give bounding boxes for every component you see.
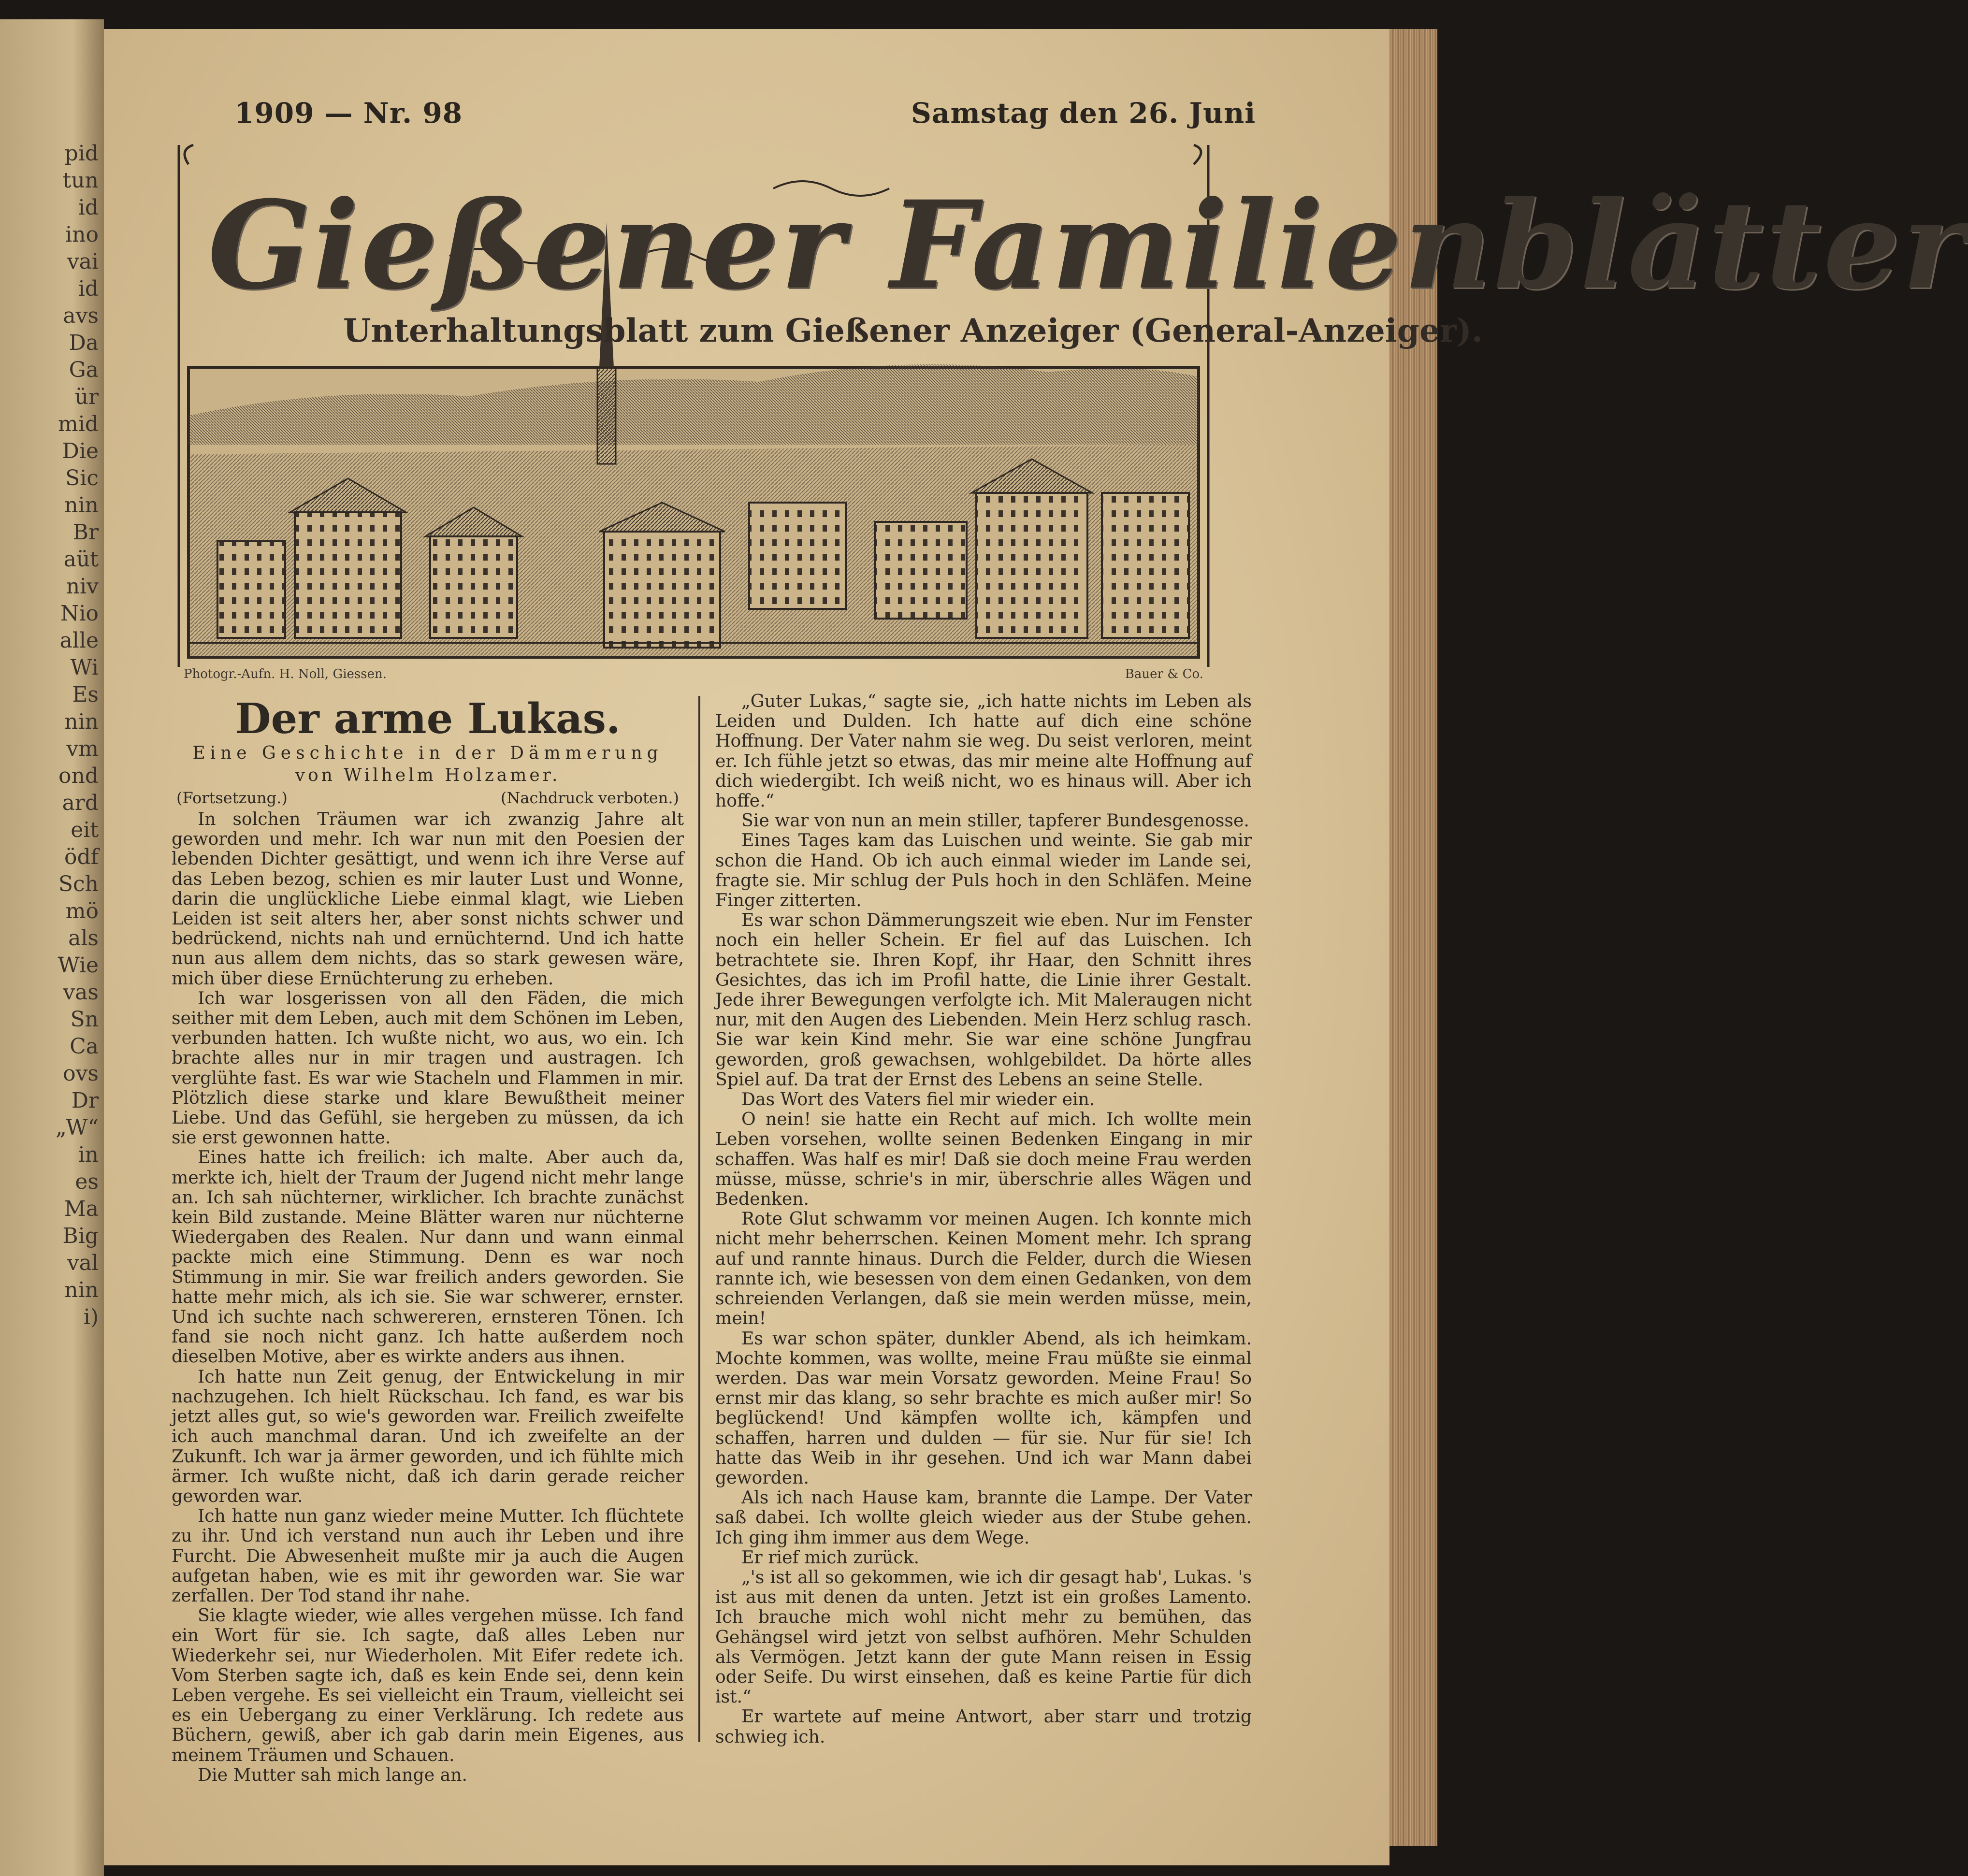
fragment-line: ür [74,385,99,409]
fragment-line: Dr [71,1088,99,1113]
paragraph: Sie war von nun an mein stiller, tapferer Bundesgenosse. [741,810,1249,831]
paragraph: In solchen Träumen war ich zwanzig Jahre alt geworden und mehr. Ich war nun mit den Poesien der lebenden Dichter gesättigt, und wenn ich ihre Verse auf das Leben bezog, schien es mir lauter Lust und Wonne, darin die unglückliche Liebe einmal klagt, wie Lieben Leiden ist seit alters her, aber sonst nichts schwer und bedrückend, nichts nah und ernüchternd. Und ich hatte nun aus allem dem nichts, das so stark gewesen wäre, mich über diese Ernüchterung zu erheben. [172,808,684,989]
fragment-line: avs [63,303,99,328]
fragment-line: vas [63,980,99,1005]
fragment-line: mö [65,899,99,924]
paragraph: Das Wort des Vaters fiel mir wieder ein. [741,1089,1095,1110]
fragment-line: aüt [63,547,99,572]
fragment-line: tun [62,168,99,193]
fragment-line: ödf [64,845,99,869]
story-subtitle: Eine Geschichte in der Dämmerung [192,743,663,763]
paragraph: Eines hatte ich freilich: ich malte. Aber auch da, merkte ich, hielt der Traum der Jugend nicht mehr lange an. Ich sah nüchterner, wirklicher. Ich brachte zunächst kein Bild zustande. Meine Blätter waren nur nüchterne Wiedergaben des Realen. Nur dann und wann einmal packte mich eine Stimmung. Denn es war noch Stimmung in mir. Sie war freilich anders geworden. Sie hatte mehr mich, als ich sie. Sie war schwerer, ernster. Und ich suchte nach schwereren, ernsteren Tönen. Ich fand sie noch nicht ganz. Ich hatte außerdem noch dieselben Motive, aber es wirkte anders aus ihnen. [172,1147,684,1367]
fragment-line: nin [64,709,99,734]
fragment-line: Wie [58,953,99,978]
story-notes [172,787,684,809]
fragment-line: id [78,195,99,220]
paragraph: Ich war losgerissen von all den Fäden, die mich seither mit dem Leben, auch mit dem Schönen im Leben, verbunden hatten. Ich wußte nicht, wo aus, wo ein. Ich brachte alles nur in mir tragen und austragen. Ich verglühte fast. Es war wie Stacheln und Flammen in mir. Plötzlich diese starke und klare Bewußtheit meiner Liebe. Und das Gefühl, sie hergeben zu müssen, da ich sie erst gewonnen hatte. [172,987,684,1148]
paragraph: Es war schon später, dunkler Abend, als ich heimkam. Mochte kommen, was wollte, meine Frau müßte sie einmal werden. Das war mein Vorsatz geworden. Meine Frau! So ernst mir das klang, so sehr brachte es mich außer mir! So beglückend! Und kämpfen wollte ich, kämpfen und schaffen, harren und dulden — für sie. Nur für sie! Ich hatte das Weib in ihr gesehen. Und ich war Mann dabei geworden. [715,1328,1252,1488]
fragment-line: ovs [63,1061,99,1086]
issue-number: 1909 — Nr. 98 [234,97,463,130]
story-text-right [715,691,1252,1746]
paragraph: Die Mutter sah mich lange an. [198,1764,468,1785]
facing-page [0,19,104,1876]
reprint-note: (Nachdruck verboten.) [500,789,679,807]
column-divider [698,696,700,1742]
fragment-line: Ca [70,1034,99,1059]
fragment-line: vai [67,249,99,274]
fragment-line: Da [69,331,99,355]
story-column-right [715,691,1252,1746]
fragment-line: ino [65,222,99,247]
fragment-line: Nio [60,601,99,626]
fragment-line: Sn [70,1007,99,1032]
paragraph: Er wartete auf meine Antwort, aber starr und trotzig schwieg ich. [715,1706,1252,1747]
fragment-line: „W“ [56,1115,99,1140]
facing-page-fragments [2,140,99,1331]
paragraph: Sie klagte wieder, wie alles vergehen müsse. Ich fand ein Wort für sie. Ich sagte, daß alles Leben nur Wiederkehr sei, nur Wiederholen. Mit Eifer redete ich. Vom Sterben sagte ich, daß es kein Ende sei, denn kein Leben vergehe. Es sei vielleicht ein Traum, vielleicht sei es ein Uebergang zu einer Verklärung. Ich redete aus Büchern, gewiß, aber ich gab darin mein Eigenes, aus meinem Träumen und Schauen. [172,1605,684,1765]
fragment-line: ard [62,791,99,815]
fragment-line: id [78,276,99,301]
fragment-line: val [67,1251,99,1275]
story-title: Der arme Lukas. [235,694,621,743]
fragment-line: es [75,1169,99,1194]
fragment-line: Wi [70,655,99,680]
masthead-subtitle: Unterhaltungsblatt zum Gießener Anzeiger (General-Anzeiger). [343,312,1483,349]
paragraph: Eines Tages kam das Luischen und weinte. Sie gab mir schon die Hand. Ob ich auch einmal wieder im Lande sei, fragte sie. Mir schlug der Puls hoch in den Schläfen. Meine Finger zitterten. [715,830,1252,911]
fragment-line: pid [64,141,99,166]
fragment-line: Sch [58,872,99,896]
fragment-line: eit [71,818,99,842]
paragraph: Rote Glut schwamm vor meinen Augen. Ich konnte mich nicht mehr beherrschen. Keinen Moment mehr. Ich sprang auf und rannte hinaus. Durch die Felder, durch die Wiesen rannte ich, wie besessen von dem einen Gedanken, von dem schreienden Verlangen, daß sie mein werden müsse, mein, mein! [715,1208,1252,1329]
fragment-line: i) [83,1305,99,1329]
fragment-line: Die [62,439,99,463]
fragment-line: Es [72,682,99,707]
fragment-line: alle [59,628,99,653]
fragment-line: Big [62,1224,99,1248]
fragment-line: vm [66,736,99,761]
continuation-note: (Fortsetzung.) [176,789,288,807]
paragraph: Es war schon Dämmerungszeit wie eben. Nur im Fenster noch ein heller Schein. Er fiel auf das Luischen. Ich betrachtete sie. Ihren Kopf, ihr Haar, den Schnitt ihres Gesichtes, das ich im Profil hatte, die Linie ihrer Gestalt. Jede ihrer Bewegungen verfolgte ich. Mit Malerаugen nicht nur, mit den Augen des Liebenden. Mein Herz schlug rasch. Sie war kein Kind mehr. Sie war eine schöne Jungfrau geworden, groß gewachsen, wohlgebildet. Da hörte alles Spiel auf. Da trat der Ernst des Lebens an seine Stelle. [715,909,1252,1090]
fragment-line: nin [64,493,99,518]
photo-credit: Photogr.-Aufn. H. Noll, Giessen. [184,667,387,681]
paragraph: Er rief mich zurück. [741,1546,920,1568]
engraver-credit: Bauer & Co. [1125,667,1203,681]
fragment-line: in [78,1142,99,1167]
masthead [179,145,1968,681]
fragment-line: nin [64,1278,99,1302]
story-author: von Wilhelm Holzamer. [295,765,561,785]
paragraph: O nein! sie hatte ein Recht auf mich. Ich wollte mein Leben vorsehen, wollte seinen Bedenken Eingang in mir schaffen. Was half es mir! Daß sie doch meine Frau werden müsse, müsse, schrie's in mir, überschrie alles Wägen und Bedenken. [715,1109,1252,1210]
fragment-line: Sic [65,466,99,491]
fragment-line: als [68,926,99,951]
paragraph: Als ich nach Hause kam, brannte die Lampe. Der Vater saß dabei. Ich wollte gleich wieder aus der Stube gehen. Ich ging ihm immer aus dem Wege. [715,1487,1252,1548]
paragraph: Ich hatte nun Zeit genug, der Entwickelung in mir nachzugehen. Ich hielt Rückschau. Ich fand, es war bis jetzt alles gut, so wie's geworden war. Freilich zweifelte ich auch manchmal daran. Und ich zweifelte an der Zukunft. Ich war ja ärmer geworden, und ich fühlte mich ärmer. Ich wußte nicht, daß ich darin gerade reicher geworden war. [172,1366,684,1506]
fragment-line: mid [58,412,99,436]
fragment-line: Ma [64,1197,99,1221]
story-column-left [172,691,684,1785]
paragraph: „'s ist all so gekommen, wie ich dir gesagt hab', Lukas. 's ist aus mit denen da unten. Jetzt ist ein großes Lamento. Ich brauche mich wohl nicht mehr zu bemühen, das Gehängsel wird jetzt von selbst aufhören. Mehr Schulden als Vermögen. Jetzt kann der gute Mann reisen in Essig oder Seife. Du wirst einsehen, daß es keine Partie für dich ist.“ [715,1566,1252,1707]
story-text-left [172,809,684,1785]
paragraph: Ich hatte nun ganz wieder meine Mutter. Ich flüchtete zu ihr. Und ich verstand nun auch ihr Leben und ihre Furcht. Die Abwesenheit mußte mir ja auch die Augen aufgetan haben, wie es mit ihr geworden war. Sie war zerfallen. Der Tod stand ihr nahe. [172,1505,684,1606]
fragment-line: ond [58,764,99,788]
fragment-line: Br [72,520,99,545]
fragment-line: Ga [69,358,99,382]
issue-date: Samstag den 26. Juni [911,97,1256,130]
masthead-title: Gießener Familienblätter [208,174,1968,316]
fragment-line: niv [66,574,99,599]
paragraph: „Guter Lukas,“ sagte sie, „ich hatte nichts im Leben als Leiden und Dulden. Ich hatte auf dich eine schöne Hoffnung. Der Vater nahm sie weg. Du seist verloren, meint er. Ich fühle jetzt so etwas, das mir meine alte Hoffnung auf dich wiedergibt. Ich weiß nicht, wo es hinaus will. Aber ich hoffe.“ [715,691,1252,811]
